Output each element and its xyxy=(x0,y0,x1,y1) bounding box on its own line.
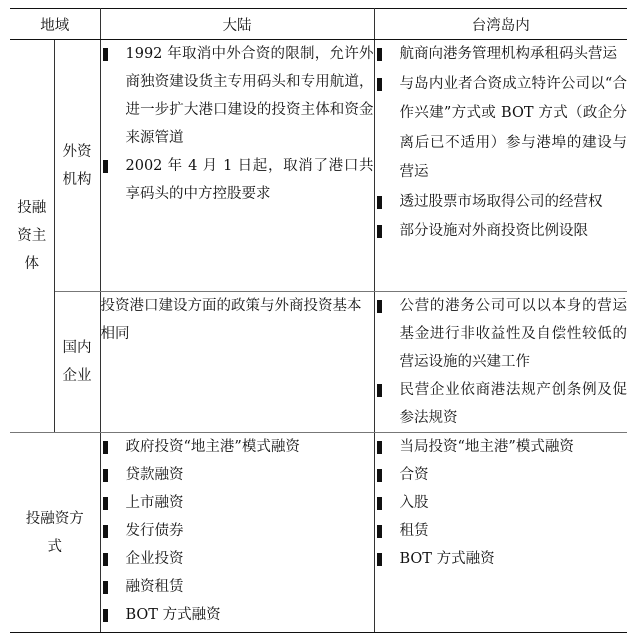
list-item: 航商向港务管理机构承租码头营运 xyxy=(375,40,628,70)
bullet-icon xyxy=(377,384,382,397)
list-item: BOT 方式融资 xyxy=(101,601,374,629)
list-item: BOT 方式融资 xyxy=(375,545,628,573)
list-item: 上市融资 xyxy=(101,489,374,517)
financing-mainland-list xyxy=(101,433,374,629)
investment-subject-label: 投融资主体 xyxy=(10,40,54,433)
list-item: 企业投资 xyxy=(101,545,374,573)
bullet-icon xyxy=(377,196,382,209)
list-item: 入股 xyxy=(375,489,628,517)
domestic-enterprise-label: 国内企业 xyxy=(54,292,100,433)
bullet-icon xyxy=(103,553,108,566)
list-item: 透过股票市场取得公司的经营权 xyxy=(375,188,628,218)
bullet-icon xyxy=(103,48,108,61)
bullet-icon xyxy=(103,525,108,538)
list-item: 融资租赁 xyxy=(101,573,374,601)
header-taiwan: 台湾岛内 xyxy=(374,9,627,40)
bullet-icon xyxy=(103,441,108,454)
list-item: 与岛内业者合资成立特许公司以“合作兴建”方式或 BOT 方式（政企分离后已不适用）参与港埠的建设与营运 xyxy=(375,70,628,188)
bullet-icon xyxy=(377,225,382,238)
domestic-row xyxy=(10,292,627,433)
list-item: 租赁 xyxy=(375,517,628,545)
financing-row xyxy=(10,433,627,633)
bullet-icon xyxy=(377,525,382,538)
domestic-taiwan-cell xyxy=(374,292,627,433)
bullet-icon xyxy=(103,160,108,173)
bullet-icon xyxy=(377,78,382,91)
domestic-mainland-cell xyxy=(100,292,374,433)
bullet-icon xyxy=(103,581,108,594)
bullet-icon xyxy=(377,300,382,313)
bullet-icon xyxy=(377,441,382,454)
financing-method-label: 投融资方式 xyxy=(10,433,100,633)
domestic-mainland-text: 投资港口建设方面的政策与外商投资基本相同 xyxy=(100,298,362,342)
list-item: 贷款融资 xyxy=(101,461,374,489)
foreign-row xyxy=(10,40,627,292)
header-region: 地域 xyxy=(10,9,100,40)
list-item: 部分设施对外商投资比例设限 xyxy=(375,217,628,247)
list-item: 2002 年 4 月 1 日起，取消了港口共享码头的中方控股要求 xyxy=(101,152,374,208)
foreign-mainland-cell xyxy=(100,40,374,292)
bullet-icon xyxy=(103,609,108,622)
list-item: 当局投资“地主港”模式融资 xyxy=(375,433,628,461)
list-item: 政府投资“地主港”模式融资 xyxy=(101,433,374,461)
domestic-taiwan-list xyxy=(375,292,628,432)
bullet-icon xyxy=(377,553,382,566)
foreign-taiwan-list xyxy=(375,40,628,247)
table-header-row xyxy=(10,9,627,40)
foreign-taiwan-cell xyxy=(374,40,627,292)
list-item: 1992 年取消中外合资的限制，允许外商独资建设货主专用码头和专用航道，进一步扩大港口建设的投资主体和资金来源管道 xyxy=(101,40,374,152)
financing-mainland-cell xyxy=(100,433,374,633)
header-mainland: 大陆 xyxy=(100,9,374,40)
list-item: 合资 xyxy=(375,461,628,489)
financing-taiwan-cell xyxy=(374,433,627,633)
comparison-table xyxy=(10,8,627,633)
bullet-icon xyxy=(377,48,382,61)
foreign-mainland-list xyxy=(101,40,374,208)
bullet-icon xyxy=(377,469,382,482)
bullet-icon xyxy=(103,497,108,510)
financing-taiwan-list xyxy=(375,433,628,573)
list-item: 公营的港务公司可以以本身的营运基金进行非收益性及自偿性较低的营运设施的兴建工作 xyxy=(375,292,628,376)
list-item: 发行债券 xyxy=(101,517,374,545)
foreign-institution-label: 外资机构 xyxy=(54,40,100,292)
list-item: 民营企业依商港法规产创条例及促参法规资 xyxy=(375,376,628,432)
bullet-icon xyxy=(103,469,108,482)
bullet-icon xyxy=(377,497,382,510)
